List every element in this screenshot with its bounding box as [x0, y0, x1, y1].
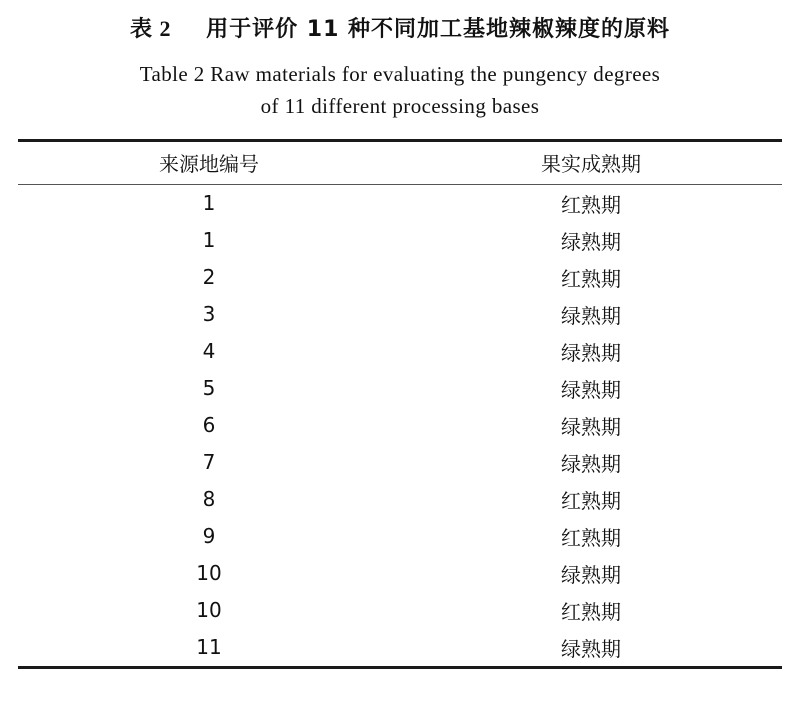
- table-row: [18, 555, 782, 592]
- table-row: [18, 222, 782, 259]
- cell-source-id: 10: [196, 561, 222, 586]
- cell-maturity: 绿熟期: [561, 451, 621, 476]
- table-row: [18, 629, 782, 666]
- cell-maturity: 绿熟期: [561, 414, 621, 439]
- table-container: [18, 139, 782, 669]
- cell-maturity: 红熟期: [561, 192, 621, 217]
- cell-maturity: 红熟期: [561, 599, 621, 624]
- document-page: [0, 14, 800, 705]
- table-bottom-rule: [18, 666, 782, 669]
- cell-maturity: 红熟期: [561, 525, 621, 550]
- cell-source-id: 5: [202, 376, 216, 401]
- cell-source-id: 1: [202, 228, 216, 253]
- raw-materials-table: [18, 142, 782, 184]
- column-header-source-id: 来源地编号: [159, 152, 259, 177]
- table-number-label: 表 2: [129, 16, 172, 41]
- cell-maturity: 绿熟期: [561, 636, 621, 661]
- table-row: [18, 185, 782, 222]
- table-row: [18, 259, 782, 296]
- cell-source-id: 9: [202, 524, 216, 549]
- table-caption-english-line1: Table 2 Raw materials for evaluating the pungency degrees: [139, 61, 661, 86]
- cell-source-id: 6: [202, 413, 216, 438]
- cell-maturity: 绿熟期: [561, 303, 621, 328]
- cell-source-id: 10: [196, 598, 222, 623]
- cell-source-id: 3: [202, 302, 216, 327]
- cell-source-id: 7: [202, 450, 216, 475]
- table-row: [18, 481, 782, 518]
- table-row: [18, 444, 782, 481]
- table-caption-english: [0, 58, 800, 123]
- cell-maturity: 绿熟期: [561, 562, 621, 587]
- cell-maturity: 红熟期: [561, 266, 621, 291]
- table-row: [18, 407, 782, 444]
- table-body: [18, 185, 782, 666]
- cell-source-id: 4: [202, 339, 216, 364]
- raw-materials-table-body: [18, 185, 782, 666]
- cell-source-id: 11: [196, 635, 222, 660]
- table-row: [18, 296, 782, 333]
- table-caption-chinese-text: 用于评价 11 种不同加工基地辣椒辣度的原料: [206, 17, 671, 42]
- cell-maturity: 红熟期: [561, 488, 621, 513]
- table-head: [18, 142, 782, 184]
- cell-maturity: 绿熟期: [561, 229, 621, 254]
- table-row: [18, 518, 782, 555]
- cell-source-id: 8: [202, 487, 216, 512]
- table-row: [18, 592, 782, 629]
- cell-source-id: 1: [202, 191, 216, 216]
- table-header-row: [18, 142, 782, 184]
- table-caption-english-line2: of 11 different processing bases: [260, 94, 540, 119]
- cell-maturity: 绿熟期: [561, 377, 621, 402]
- table-row: [18, 370, 782, 407]
- column-header-maturity: 果实成熟期: [541, 152, 641, 177]
- table-row: [18, 333, 782, 370]
- cell-maturity: 绿熟期: [561, 340, 621, 365]
- table-caption-chinese: [0, 14, 800, 46]
- cell-source-id: 2: [202, 265, 216, 290]
